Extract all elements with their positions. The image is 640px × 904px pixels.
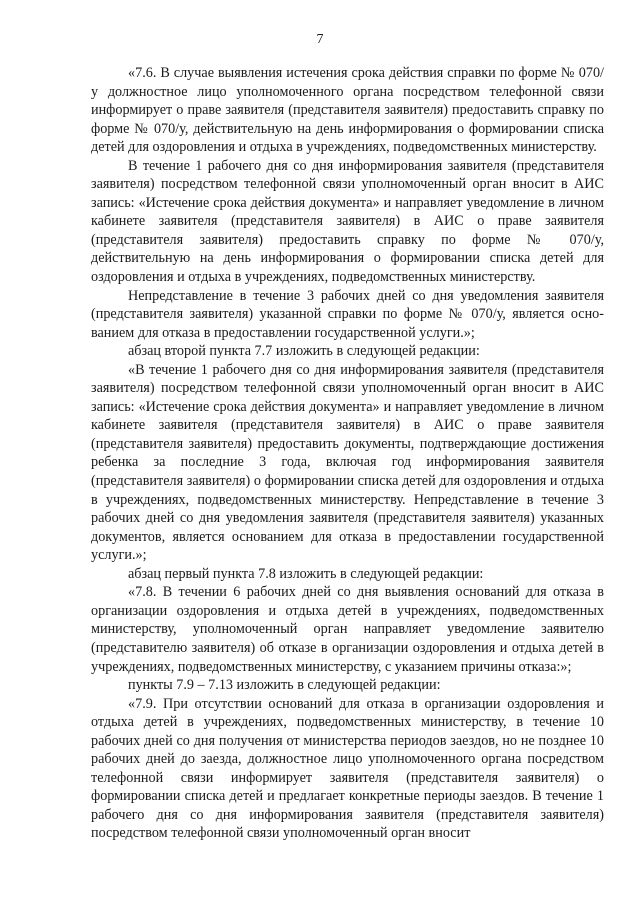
page-number: 7 — [316, 32, 324, 47]
paragraph-7-6-refusal: Непредставление в течение 3 рабочих дней со дня уведомления заявителя (представителя заявителя) указанной справки по форме № 070/у, является основанием для отказа в предоставлении государственной услуги.»; — [91, 287, 604, 341]
amendment-instruction-7-8: абзац первый пункта 7.8 изложить в следующей редакции: — [128, 565, 484, 582]
amendment-instruction-7-7: абзац второй пункта 7.7 изложить в следующей редакции: — [128, 343, 480, 360]
document-body — [91, 64, 604, 843]
paragraph-7-6: «7.6. В случае выявления истечения срока действия справки по форме № 070/у должностное лицо уполномоченного органа посредством телефонной связи информирует о праве заявителя (представителя заявителя) предоставить справку по форме № 070/у, действительную на день информирования о формировании списка детей для оздоровления и отдыха в учреждениях, подведомственных министерству. — [91, 65, 604, 156]
paragraph-7-7-text: «В течение 1 рабочего дня со дня информирования заявителя (представителя заявителя) посредством телефонной связи уполномоченный орган вносит в АИС запись: «Истечение срока действия документа» и направляет уведомление в личном кабинете заявителя (представителя заявителя) в АИС о праве заявителя (представителя заявителя) предоставить документы, подтверждающие достижения ребенка за последние 3 года, включая год информирования заявителя (представителя заявителя) о формировании списка детей для оздоровления и отдыха в учреждениях, подведомственных министерству. Непредставление в течение 3 рабочих дней со дня уведомления заявителя (представителя заявителя) указанных документов, является основанием для отказа в предоставлении государственной услуги.»; — [91, 361, 604, 564]
paragraph-7-8-text: «7.8. В течении 6 рабочих дней со дня выявления оснований для отказа в организации оздоровления и отдыха детей в учреждениях, подведомственных министерству, уполномоченный орган направляет уведомление заявителю (представителю заявителя) об отказе в организации оздоровления и отдыха детей в учреждениях, подведомственных министерству, с указанием причины отказа:»; — [91, 584, 604, 675]
paragraph-7-6-notice: В течение 1 рабочего дня со дня информирования заявителя (представителя заявителя) посредством телефонной связи уполномоченный орган вносит в АИС запись: «Истечение срока действия документа» и направляет уведомление в личном кабинете заявителя (представителя заявителя) в АИС о праве заявителя (представителя заявителя) предоставить справку по форме № 070/у, действительную на день информирования о формировании списка детей для оздоровления и отдыха в учреждениях, подведомственных министерству. — [91, 157, 604, 286]
amendment-instruction-7-9-7-13: пункты 7.9 – 7.13 изложить в следующей редакции: — [128, 677, 441, 694]
paragraph-7-9-text: «7.9. При отсутствии оснований для отказа в организации оздоровления и отдыха детей в учреждениях, подведомственных министерству, в течение 10 рабочих дней со дня получения от министерства периодов заездов, но не позднее 10 рабочих дней до заезда, должностное лицо уполномоченного органа посредством телефонной связи информирует заявителя (представителя заявителя) о формировании списка детей и предлагает конкретные периоды заездов. В течение 1 рабочего дня со дня информирования заявителя (представителя заявителя) посредством телефонной связи уполномоченный орган вносит — [91, 695, 604, 842]
